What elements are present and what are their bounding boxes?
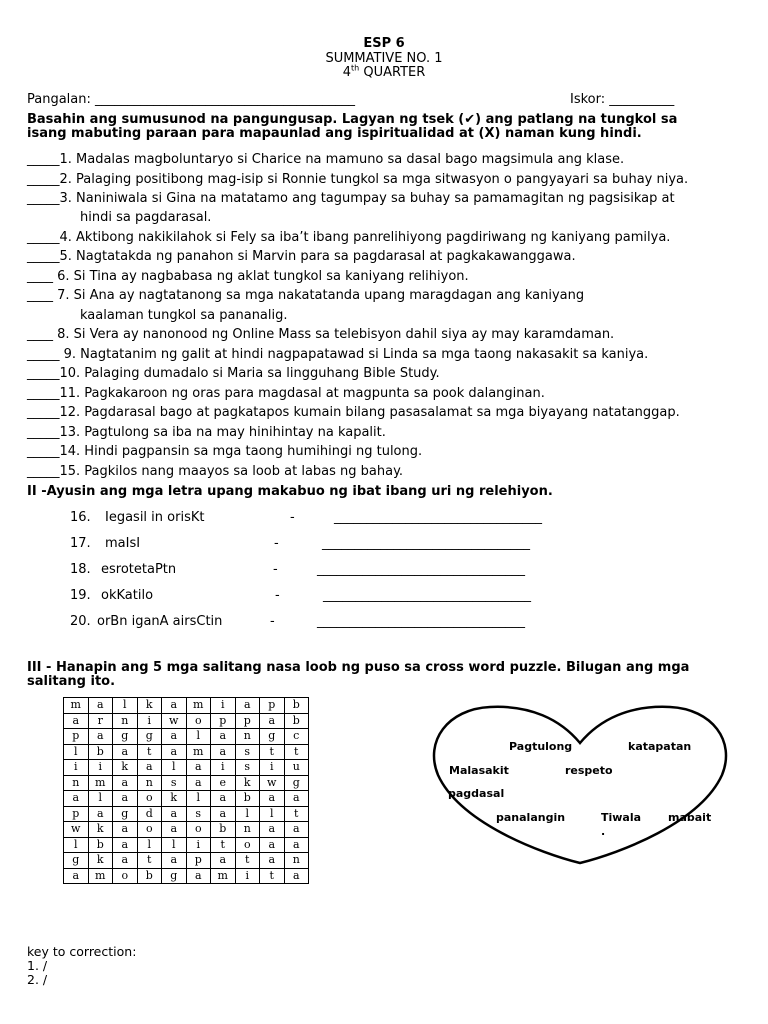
grid-cell[interactable]: o [235, 837, 260, 853]
grid-cell[interactable]: o [113, 868, 138, 884]
grid-cell[interactable]: r [88, 713, 113, 729]
grid-cell[interactable]: l [137, 837, 162, 853]
grid-cell[interactable]: a [113, 744, 138, 760]
question-item: _____10. Palaging dumadalo si Maria sa lingguhang Bible Study. [27, 366, 440, 381]
scramble-answer-blank[interactable]: ________________________________ [317, 562, 525, 577]
grid-cell[interactable]: t [235, 853, 260, 869]
subject-title: ESP 6 [363, 36, 405, 51]
question-item: _____ 9. Nagtatanim ng galit at hindi nagpapatawad si Linda sa mga taong nakasakit sa kaniya. [27, 347, 649, 362]
grid-cell[interactable]: k [88, 822, 113, 838]
scramble-word: esrotetaPtn [101, 562, 177, 577]
key-item: 1. / [27, 958, 48, 973]
grid-cell[interactable]: a [113, 791, 138, 807]
grid-cell[interactable]: l [64, 744, 89, 760]
grid-cell[interactable]: g [260, 729, 285, 745]
grid-cell[interactable]: a [113, 775, 138, 791]
grid-cell[interactable]: a [211, 729, 236, 745]
grid-cell[interactable]: a [260, 791, 285, 807]
scramble-answer-blank[interactable]: ________________________________ [322, 536, 530, 551]
question-item: _____12. Pagdarasal bago at pagkatapos kumain bilang pasasalamat sa mga biyayang natatanggap. [27, 405, 680, 420]
grid-cell[interactable]: m [64, 698, 89, 714]
heart-word: Pagtulong [509, 740, 573, 753]
heart-word: respeto [565, 764, 613, 777]
grid-cell[interactable]: p [235, 713, 260, 729]
grid-cell[interactable]: o [137, 822, 162, 838]
grid-cell[interactable]: g [137, 729, 162, 745]
grid-cell[interactable]: l [186, 729, 211, 745]
grid-cell[interactable]: k [137, 698, 162, 714]
grid-cell[interactable]: l [186, 791, 211, 807]
scramble-number: 16. [70, 510, 91, 525]
grid-cell[interactable]: d [137, 806, 162, 822]
grid-cell[interactable]: b [284, 698, 309, 714]
grid-cell[interactable]: i [211, 698, 236, 714]
grid-cell[interactable]: g [284, 775, 309, 791]
scramble-answer-blank[interactable]: ________________________________ [334, 510, 542, 525]
grid-cell[interactable]: t [137, 744, 162, 760]
question-item: _____4. Aktibong nakikilahok si Fely sa iba’t ibang panrelihiyong pagdiriwang ng kaniyang pamilya. [27, 230, 671, 245]
grid-cell[interactable]: t [137, 853, 162, 869]
grid-cell[interactable]: m [186, 744, 211, 760]
grid-cell[interactable]: a [64, 713, 89, 729]
grid-cell[interactable]: b [137, 868, 162, 884]
grid-cell[interactable]: g [113, 729, 138, 745]
grid-cell[interactable]: a [260, 837, 285, 853]
grid-cell[interactable]: a [88, 806, 113, 822]
grid-cell[interactable]: a [211, 853, 236, 869]
grid-cell[interactable]: t [284, 806, 309, 822]
grid-cell[interactable]: n [235, 822, 260, 838]
quarter-word: QUARTER [359, 65, 426, 80]
question-item: _____13. Pagtulong sa iba na may hinihintay na kapalit. [27, 425, 386, 440]
grid-cell[interactable]: p [64, 806, 89, 822]
grid-cell[interactable]: w [64, 822, 89, 838]
grid-cell[interactable]: b [211, 822, 236, 838]
grid-row [64, 698, 309, 714]
grid-row [64, 760, 309, 776]
question-item: _____5. Nagtatakda ng panahon si Marvin para sa pagdarasal at pagkakawanggawa. [27, 249, 576, 264]
grid-cell[interactable]: l [162, 760, 187, 776]
grid-cell[interactable]: a [64, 791, 89, 807]
quarter-suffix: th [351, 63, 360, 73]
grid-cell[interactable]: g [113, 806, 138, 822]
scramble-answer-blank[interactable]: ________________________________ [323, 588, 531, 603]
grid-cell[interactable]: p [186, 853, 211, 869]
scramble-number: 20. [70, 614, 91, 629]
grid-cell[interactable]: b [88, 837, 113, 853]
grid-cell[interactable]: i [88, 760, 113, 776]
grid-cell[interactable]: a [284, 837, 309, 853]
grid-cell[interactable]: w [162, 713, 187, 729]
grid-cell[interactable]: a [235, 698, 260, 714]
grid-cell[interactable]: a [137, 760, 162, 776]
word-search-grid[interactable] [63, 697, 309, 884]
grid-cell[interactable]: w [260, 775, 285, 791]
scramble-dash: - [270, 614, 275, 629]
grid-row [64, 775, 309, 791]
grid-cell[interactable]: a [260, 822, 285, 838]
grid-cell[interactable]: o [186, 713, 211, 729]
question-item: _____11. Pagkakaroon ng oras para magdasal at magpunta sa pook dalanginan. [27, 386, 545, 401]
grid-cell[interactable]: l [260, 806, 285, 822]
grid-cell[interactable]: a [260, 713, 285, 729]
quarter-title [0, 65, 768, 80]
question-item: _____15. Pagkilos nang maayos sa loob at labas ng bahay. [27, 464, 404, 479]
grid-cell[interactable]: t [211, 837, 236, 853]
grid-row [64, 729, 309, 745]
grid-cell[interactable]: i [64, 760, 89, 776]
scramble-dash: - [273, 562, 278, 577]
grid-cell[interactable]: s [186, 806, 211, 822]
key-item: 2. / [27, 972, 48, 987]
scramble-dash: - [274, 536, 279, 551]
grid-cell[interactable]: n [284, 853, 309, 869]
grid-cell[interactable]: t [260, 868, 285, 884]
grid-cell[interactable]: n [137, 775, 162, 791]
grid-row [64, 806, 309, 822]
grid-cell[interactable]: a [186, 868, 211, 884]
grid-cell[interactable]: o [186, 822, 211, 838]
heart-word: Tiwala [601, 811, 642, 824]
grid-row [64, 791, 309, 807]
question-item-continuation: kaalaman tungkol sa pananalig. [80, 308, 288, 323]
grid-cell[interactable]: b [88, 744, 113, 760]
grid-cell[interactable]: a [284, 868, 309, 884]
grid-cell[interactable]: i [260, 760, 285, 776]
grid-cell[interactable]: e [211, 775, 236, 791]
grid-cell[interactable]: p [64, 729, 89, 745]
grid-cell[interactable]: i [235, 868, 260, 884]
grid-cell[interactable]: a [113, 822, 138, 838]
score-field[interactable]: Iskor: __________ [570, 92, 675, 107]
exam-title: SUMMATIVE NO. 1 [325, 51, 443, 66]
grid-cell[interactable]: a [88, 698, 113, 714]
grid-cell[interactable]: a [162, 729, 187, 745]
grid-row [64, 822, 309, 838]
grid-cell[interactable]: a [162, 698, 187, 714]
scramble-dash: - [275, 588, 280, 603]
grid-cell[interactable]: a [64, 868, 89, 884]
grid-cell[interactable]: a [211, 806, 236, 822]
heart-shape [430, 703, 730, 868]
grid-cell[interactable]: t [260, 744, 285, 760]
scramble-number: 18. [70, 562, 91, 577]
grid-row [64, 868, 309, 884]
scramble-dash: - [290, 510, 295, 525]
grid-cell[interactable]: p [211, 713, 236, 729]
grid-cell[interactable]: o [137, 791, 162, 807]
grid-cell[interactable]: p [260, 698, 285, 714]
grid-cell[interactable]: n [113, 713, 138, 729]
part3-heading-line1: III - Hanapin ang 5 mga salitang nasa loob ng puso sa cross word puzzle. Bilugan ang mga [27, 660, 690, 675]
part1-instruction-line1: Basahin ang sumusunod na pangungusap. Lagyan ng tsek (✔) ang patlang na tungkol sa [27, 112, 678, 127]
grid-cell[interactable]: a [113, 853, 138, 869]
grid-cell[interactable]: c [284, 729, 309, 745]
scramble-answer-blank[interactable]: ________________________________ [317, 614, 525, 629]
grid-cell[interactable]: i [186, 837, 211, 853]
grid-row [64, 713, 309, 729]
question-item: ____ 8. Si Vera ay nanonood ng Online Mass sa telebisyon dahil siya ay may karamdaman. [27, 327, 615, 342]
grid-cell[interactable]: l [64, 837, 89, 853]
heart-dot: . [601, 825, 606, 838]
key-title: key to correction: [27, 944, 137, 959]
grid-row [64, 853, 309, 869]
grid-cell[interactable]: g [64, 853, 89, 869]
question-item: ____ 6. Si Tina ay nagbabasa ng aklat tungkol sa kaniyang relihiyon. [27, 269, 469, 284]
grid-cell[interactable]: m [211, 868, 236, 884]
grid-cell[interactable]: l [235, 806, 260, 822]
grid-cell[interactable]: a [162, 822, 187, 838]
question-item: _____1. Madalas magboluntaryo si Charice na mamuno sa dasal bago magsimula ang klase. [27, 152, 625, 167]
part3-heading-line2: salitang ito. [27, 674, 116, 689]
grid-cell[interactable]: l [88, 791, 113, 807]
grid-cell[interactable]: u [284, 760, 309, 776]
grid-cell[interactable]: m [88, 868, 113, 884]
quarter-number: 4 [342, 65, 351, 80]
scramble-word: okKatilo [101, 588, 154, 603]
heart-word: Malasakit [449, 764, 509, 777]
heart-word: mabait [668, 811, 712, 824]
grid-cell[interactable]: a [162, 853, 187, 869]
grid-cell[interactable]: n [64, 775, 89, 791]
grid-cell[interactable]: s [235, 744, 260, 760]
grid-row [64, 744, 309, 760]
grid-cell[interactable]: s [162, 775, 187, 791]
grid-cell[interactable]: a [162, 806, 187, 822]
question-item: _____14. Hindi pagpansin sa mga taong humihingi ng tulong. [27, 444, 423, 459]
grid-cell[interactable]: b [235, 791, 260, 807]
scramble-word: Iegasil in orisKt [105, 510, 205, 525]
grid-cell[interactable]: m [186, 698, 211, 714]
grid-cell[interactable]: a [186, 775, 211, 791]
grid-cell[interactable]: i [211, 760, 236, 776]
grid-cell[interactable]: n [235, 729, 260, 745]
grid-cell[interactable]: a [211, 791, 236, 807]
part1-instruction-line2: isang mabuting paraan para mapaunlad ang ispiritualidad at (X) naman kung hindi. [27, 126, 642, 141]
grid-cell[interactable]: a [260, 853, 285, 869]
grid-cell[interactable]: l [113, 698, 138, 714]
heart-word: pagdasal [448, 787, 505, 800]
grid-cell[interactable]: a [88, 729, 113, 745]
scramble-number: 19. [70, 588, 91, 603]
grid-cell[interactable]: a [162, 744, 187, 760]
question-item: _____2. Palaging positibong mag-isip si Ronnie tungkol sa mga sitwasyon o pangyayari sa buhay niya. [27, 172, 689, 187]
heart-word: katapatan [628, 740, 692, 753]
grid-cell[interactable]: b [284, 713, 309, 729]
grid-cell[interactable]: a [186, 760, 211, 776]
grid-cell[interactable]: g [162, 868, 187, 884]
question-item: ____ 7. Si Ana ay nagtatanong sa mga nakatatanda upang maragdagan ang kaniyang [27, 288, 585, 303]
grid-cell[interactable]: a [284, 822, 309, 838]
grid-cell[interactable]: a [211, 744, 236, 760]
grid-cell[interactable]: t [284, 744, 309, 760]
name-field[interactable]: Pangalan: ________________________________________ [27, 92, 356, 107]
question-item: _____3. Naniniwala si Gina na matatamo ang tagumpay sa buhay sa pamamagitan ng pagsisikap at [27, 191, 675, 206]
scramble-number: 17. [70, 536, 91, 551]
question-item-continuation: hindi sa pagdarasal. [80, 210, 212, 225]
grid-cell[interactable]: m [88, 775, 113, 791]
scramble-word: maIsI [105, 536, 141, 551]
grid-cell[interactable]: l [162, 837, 187, 853]
grid-cell[interactable]: a [284, 791, 309, 807]
part2-heading: II -Ayusin ang mga letra upang makabuo ng ibat ibang uri ng relehiyon. [27, 484, 553, 499]
grid-cell[interactable]: i [137, 713, 162, 729]
grid-cell[interactable]: k [88, 853, 113, 869]
scramble-word: orBn iganA airsCtin [97, 614, 223, 629]
heart-word: panalangin [496, 811, 566, 824]
grid-cell[interactable]: k [162, 791, 187, 807]
grid-row [64, 837, 309, 853]
grid-cell[interactable]: a [113, 837, 138, 853]
grid-cell[interactable]: s [235, 760, 260, 776]
grid-cell[interactable]: k [235, 775, 260, 791]
grid-cell[interactable]: k [113, 760, 138, 776]
